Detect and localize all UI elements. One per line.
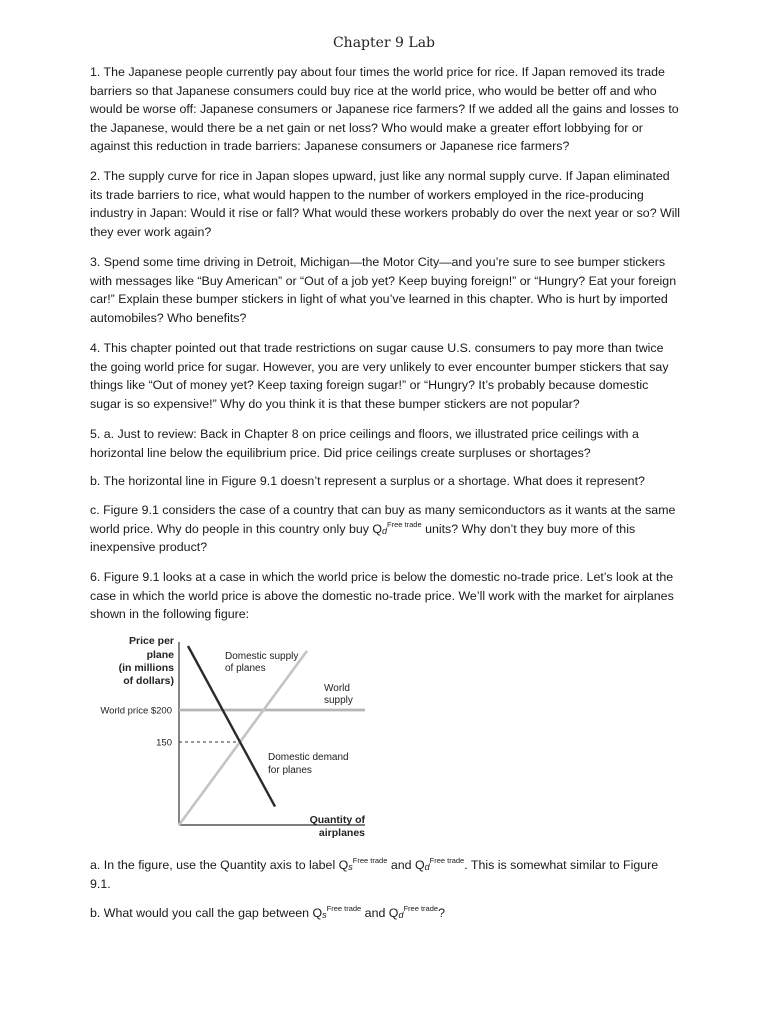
question-2: 2. The supply curve for rice in Japan slopes upward, just like any normal supply curve. If Japan eliminated its trade barriers to rice, what would happen to the number of workers employed in the rice-producing industry in Japan: Would it rise or fall? What would these workers probably do over the next year or so? Will they ever work again?: [90, 169, 680, 239]
q6b-subscript-s: s: [322, 910, 327, 920]
q6a-superscript-1: Free trade: [352, 856, 388, 865]
q6a-text-3: . This is somewhat similar to Figure 9.1.: [90, 858, 659, 891]
q6a-text-2: and Q: [387, 858, 425, 872]
equilibrium-price-tick: 150: [156, 737, 172, 749]
question-5c: [90, 501, 680, 557]
y-axis-label-line: Price per: [129, 635, 174, 647]
x-axis-label-line: Quantity of: [309, 814, 365, 826]
world-supply-label-line: World: [324, 683, 350, 694]
world-supply-label-line: supply: [324, 695, 353, 706]
q5c-text-2: units? Why don’t they buy more of this inexpensive product?: [90, 521, 636, 555]
q6b-text-2: and Q: [361, 906, 399, 920]
q6b-superscript-2: Free trade: [403, 904, 439, 913]
q6b-text-3: ?: [438, 906, 445, 920]
page-title: Chapter 9 Lab: [332, 35, 436, 51]
question-4: 4. This chapter pointed out that trade restrictions on sugar cause U.S. consumers to pay more than twice the going world price for sugar. However, you are very unlikely to ever encounter bumper stickers that say things like “Out of money yet? Keep taxing foreign sugar!” or “Hungry? It’s probably because domestic sugar is so expensive!” Why do you think it is that these bumper stickers are not popular?: [90, 341, 669, 411]
q5c-subscript: d: [382, 525, 388, 536]
q6a-text-1: a. In the figure, use the Quantity axis to label Q: [90, 858, 349, 872]
q6a-subscript-d: d: [424, 862, 430, 872]
demand-label-line: for planes: [268, 765, 312, 776]
world-price-label: World price $200: [100, 705, 172, 717]
q6b-subscript-d: d: [398, 910, 404, 920]
q5c-superscript: Free trade: [387, 519, 422, 529]
q6a-superscript-2: Free trade: [429, 856, 465, 865]
question-6a: [90, 856, 680, 893]
domestic-supply-line: [179, 651, 307, 825]
q6a-subscript-s: s: [348, 862, 353, 872]
question-6: 6. Figure 9.1 looks at a case in which the world price is below the domestic no-trade price. Let’s look at the case in which the world price is above the domestic no-trade price. We’ll work with the market for airplanes shown in the following figure:: [90, 570, 674, 622]
q6b-superscript-1: Free trade: [326, 904, 362, 913]
question-5b: b. The horizontal line in Figure 9.1 doesn’t represent a surplus or a shortage. What does it represent?: [90, 474, 645, 488]
supply-label-line: Domestic supply: [225, 651, 299, 662]
y-axis-label-line: plane: [146, 649, 174, 661]
x-axis-label-line: airplanes: [318, 827, 365, 839]
question-5a: 5. a. Just to review: Back in Chapter 8 on price ceilings and floors, we illustrated price ceilings with a horizontal line below the equilibrium price. Did price ceilings create surpluses or shortages?: [90, 427, 639, 460]
q5c-text-1: c. Figure 9.1 considers the case of a country that can buy as many semiconductors as it wants at the same world price. Why do people in this country only buy Q: [90, 503, 676, 536]
airplane-market-figure: [90, 630, 380, 845]
demand-label-line: Domestic demand: [268, 752, 349, 763]
question-6b: [90, 904, 680, 923]
q6b-text-1: b. What would you call the gap between Q: [90, 906, 323, 920]
question-1: 1. The Japanese people currently pay about four times the world price for rice. If Japan removed its trade barriers so that Japanese consumers could buy rice at the world price, who would be better off and who would be worse off: Japanese consumers or Japanese rice farmers? If we added all the gains and losses to the Japanese, would there be a net gain or net loss? Who would make a greater effort lobbying for or against this reduction in trade barriers: Japanese consumers or Japanese rice farmers?: [90, 65, 679, 154]
question-3: 3. Spend some time driving in Detroit, Michigan—the Motor City—and you’re sure to see bumper stickers with messages like “Buy American” or “Out of a job yet? Keep buying foreign!” or “Hungry? Eat your foreign car!” Explain these bumper stickers in light of what you’ve learned in this chapter. Who is hurt by imported automobiles? Who benefits?: [90, 255, 677, 325]
y-axis-label-line: (in millions: [118, 662, 174, 674]
y-axis-label-line: of dollars): [123, 675, 174, 687]
supply-label-line: of planes: [225, 663, 266, 674]
